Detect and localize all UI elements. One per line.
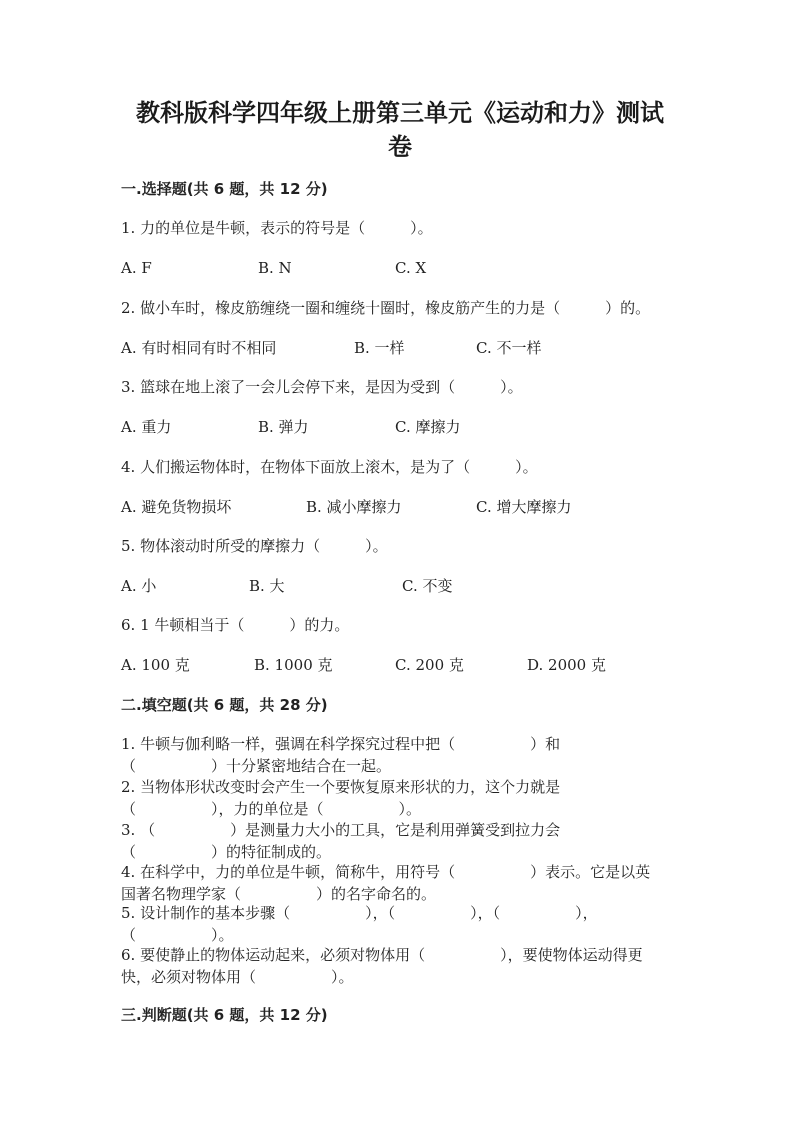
question-6: 6. 1 牛顿相当于（ ）的力。 (121, 616, 350, 634)
q4-option-b: B. 减小摩擦力 (306, 498, 402, 516)
fill-question-2-line2: （ ），力的单位是（ ）。 (121, 800, 422, 818)
exam-title (120, 96, 680, 164)
question-3: 3. 篮球在地上滚了一会儿会停下来，是因为受到（ ）。 (121, 378, 523, 396)
question-1: 1. 力的单位是牛顿，表示的符号是（ ）。 (121, 219, 433, 237)
fill-question-1-line2: （ ）十分紧密地结合在一起。 (121, 757, 392, 775)
q6-option-a: A. 100 克 (121, 656, 190, 674)
q5-option-c: C. 不变 (402, 577, 453, 595)
fill-question-2 (121, 776, 681, 820)
q1-option-b: B. N (258, 259, 292, 277)
q2-option-a: A. 有时相同有时不相同 (121, 339, 277, 357)
q2-option-c: C. 不一样 (476, 339, 542, 357)
exam-title-line2: 卷 (388, 133, 412, 161)
fill-question-1-line1: 1. 牛顿与伽利略一样，强调在科学探究过程中把（ ）和 (121, 735, 561, 753)
fill-question-2-line1: 2. 当物体形状改变时会产生一个要恢复原来形状的力，这个力就是 (121, 778, 561, 796)
fill-question-6-line1: 6. 要使静止的物体运动起来，必须对物体用（ ），要使物体运动得更 (121, 946, 643, 964)
fill-question-6 (121, 944, 681, 988)
fill-question-5-line2: （ ）。 (121, 926, 234, 944)
q5-option-b: B. 大 (249, 577, 285, 595)
fill-question-3-line2: （ ）的特征制成的。 (121, 843, 332, 861)
section-heading-true-false: 三.判断题(共 6 题，共 12 分) (121, 1006, 328, 1024)
q6-option-c: C. 200 克 (395, 656, 464, 674)
question-2: 2. 做小车时，橡皮筋缠绕一圈和缠绕十圈时，橡皮筋产生的力是（ ）的。 (121, 299, 651, 317)
q3-option-b: B. 弹力 (258, 418, 309, 436)
fill-question-1 (121, 733, 681, 777)
question-4: 4. 人们搬运物体时，在物体下面放上滚木，是为了（ ）。 (121, 458, 538, 476)
q4-option-c: C. 增大摩擦力 (476, 498, 572, 516)
section-heading-multiple-choice: 一.选择题(共 6 题，共 12 分) (121, 180, 328, 198)
fill-question-5-line1: 5. 设计制作的基本步骤（ ），（ ），（ ）， (121, 904, 598, 922)
fill-question-4 (121, 861, 681, 905)
q3-option-a: A. 重力 (121, 418, 172, 436)
q5-option-a: A. 小 (121, 577, 157, 595)
q6-option-b: B. 1000 克 (254, 656, 333, 674)
fill-question-4-line2: 国著名物理学家（ ）的名字命名的。 (121, 885, 437, 903)
q2-option-b: B. 一样 (354, 339, 405, 357)
fill-question-4-line1: 4. 在科学中，力的单位是牛顿，简称牛，用符号（ ）表示。它是以英 (121, 863, 651, 881)
question-5: 5. 物体滚动时所受的摩擦力（ ）。 (121, 537, 388, 555)
section-heading-fill-in: 二.填空题(共 6 题，共 28 分) (121, 696, 328, 714)
q1-option-a: A. F (121, 259, 152, 277)
exam-title-line1: 教科版科学四年级上册第三单元《运动和力》测试 (136, 99, 664, 127)
q1-option-c: C. X (395, 259, 427, 277)
fill-question-3 (121, 819, 681, 863)
q6-option-d: D. 2000 克 (527, 656, 606, 674)
q4-option-a: A. 避免货物损坏 (121, 498, 232, 516)
fill-question-6-line2: 快，必须对物体用（ ）。 (121, 968, 354, 986)
fill-question-5 (121, 902, 681, 946)
fill-question-3-line1: 3. （ ）是测量力大小的工具，它是利用弹簧受到拉力会 (121, 821, 561, 839)
q3-option-c: C. 摩擦力 (395, 418, 461, 436)
